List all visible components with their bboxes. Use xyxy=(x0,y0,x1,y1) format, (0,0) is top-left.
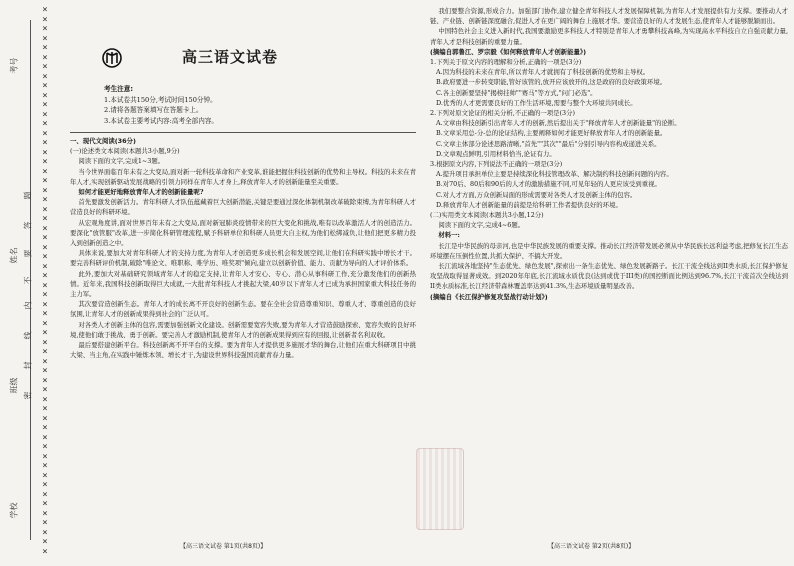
question-option: B.对70后、80后和90后的人才的激励措施不同,可见年轻的人更应该受到重视。 xyxy=(436,180,661,189)
seal-word: 内 xyxy=(23,301,33,310)
passage-paragraph: 如何才能更好地释放青年人才的创新能量呢? xyxy=(78,188,204,197)
question: 3.根据原文内容,下列说法不正确的一项是(3分) xyxy=(430,160,563,169)
cut-mark: × xyxy=(42,204,48,215)
watermark-stamp xyxy=(416,448,464,530)
passage-paragraph: 当今世界面临百年未有之大变局,面对新一轮科技革命和产业变革,谁能把握住科技创新的优势和主导权。科技的未来在青年人才,实现创新驱动发展战略的引领力同样在青年人才身上,释放青年人才的创新能量至关重要。 xyxy=(70,167,416,186)
seal-word: 线 xyxy=(23,331,33,340)
right-column xyxy=(430,6,788,302)
material-label: 材料一: xyxy=(438,231,460,240)
question-option: D.文章观点鲜明,引用材料恰当,论证有力。 xyxy=(436,149,556,158)
cut-mark: × xyxy=(42,299,48,310)
page-title: 高三语文试卷 xyxy=(182,48,279,66)
question-option: D.释放青年人才创新能量的前提是给科研工作者提供良好的环境。 xyxy=(436,200,622,209)
cut-mark: × xyxy=(42,271,48,281)
cut-mark: × xyxy=(42,451,48,462)
cut-line-xx xyxy=(38,6,52,556)
notice-title: 考生注意: xyxy=(104,85,134,93)
cut-mark: × xyxy=(42,404,48,414)
passage-paragraph: 此外,要加大对基础研究领域青年人才的稳定支持,让青年人才安心、专心、潜心从事科研工作,充分激发他们的创新热情。近年来,我国科技创新取得巨大成就,一大批青年科技人才挑起大梁,40岁以下青年人才已成为承担国家重大科技任务的主力军。 xyxy=(70,269,416,299)
label-xuexiao: 学校 xyxy=(9,502,19,519)
seal-word: 题 xyxy=(23,191,33,200)
passage-paragraph: 其次要营造创新生态。青年人才的成长离不开良好的创新生态。要在全社会营造尊重知识、尊重人才、尊重创造的良好氛围,让青年人才的创新成果得到社会的广泛认可。 xyxy=(70,300,416,319)
seal-word: 密 xyxy=(23,391,33,400)
cut-mark: × xyxy=(42,71,48,82)
label-kaohao: 考号 xyxy=(9,57,19,74)
cut-mark: × xyxy=(42,318,48,329)
cut-mark: × xyxy=(42,252,48,262)
cut-mark: × xyxy=(42,14,48,25)
cut-mark: × xyxy=(42,147,48,158)
label-banji: 班级 xyxy=(9,377,19,394)
question-option: C.对人才方面,万众创新局面的形成需要对各类人才及创新主体的包容。 xyxy=(436,190,637,199)
source-citation: (摘编自郭鲁江、罗宗毅《如何释放青年人才创新能量》) xyxy=(430,47,587,56)
page-footer: 【高三语文试卷 第2页(共8页)】 xyxy=(548,543,635,550)
cut-mark: × xyxy=(42,366,48,376)
cut-mark: × xyxy=(42,537,48,547)
cut-mark: × xyxy=(42,43,48,53)
seal-word: 要 xyxy=(23,249,33,258)
instruction: 阅读下面的文字,完成1~3题。 xyxy=(78,157,165,166)
cut-mark: × xyxy=(42,375,48,386)
cut-mark: × xyxy=(42,461,48,471)
question-option: A.提升项目承担单位主要是持续深化科技管理改革、解决制约科技创新问题的内容。 xyxy=(436,170,673,179)
cut-mark: × xyxy=(42,24,48,34)
passage-paragraph: 最后要搭建创新平台。科技创新离不开平台的支撑。要为青年人才提供更多施展才华的舞台,让他们在重大科研项目中挑大梁、当主角,在实践中锤炼本领、增长才干,为建设世界科技强国贡献青春力量。 xyxy=(70,341,416,360)
cut-mark: × xyxy=(42,328,48,338)
cut-mark: × xyxy=(42,100,48,110)
cut-mark: × xyxy=(42,290,48,300)
cut-mark: × xyxy=(42,489,48,500)
cut-mark: × xyxy=(42,128,48,139)
passage-paragraph: 首先要激发创新活力。青年科研人才队伍蕴藏着巨大创新潜能,关键是要通过深化体制机制改革破除束缚,为青年科研人才营造良好的科研环境。 xyxy=(70,198,416,217)
cut-mark: × xyxy=(42,119,48,129)
left-column xyxy=(70,6,416,360)
passage-paragraph: 从宏观角度讲,面对世界百年未有之大变局,面对新冠肺炎疫情带来的巨大变化和挑战,唯有以改革激活人才的创造活力。要深化"放管服"改革,进一步简化科研管理流程,赋予科研单位和科研人员更大自主权,为他们松绑减负,让他们把更多精力投入到创新创造之中。 xyxy=(70,218,416,248)
question-option: C.各主创新要坚持"揭榜挂帅""赛马"等方式,"问门必选"。 xyxy=(436,88,597,97)
question-option: B.文章采用总-分-总的论证结构,主要阐释如何才能更好释放青年人才的创新能量。 xyxy=(436,129,667,138)
seal-word: 封 xyxy=(23,361,33,370)
cut-mark: × xyxy=(42,470,48,481)
cut-mark: × xyxy=(42,261,48,272)
passage-paragraph: 对各类人才创新主体的包容,需要加强创新文化建设。创新需要宽容失败,要为青年人才营造鼓励探索、宽容失败的良好环境,使他们敢于挑战、勇于创新。要完善人才激励机制,使青年人才的创新成果得到应有的回报,让创新者名利双收。 xyxy=(70,320,416,339)
question-option: A.因为科技的未来在青年,所以青年人才就拥有了科技创新的优势和主导权。 xyxy=(436,68,650,77)
passage-paragraph: 我们要整合资源,形成合力。加强部门协作,建立健全青年科技人才发展保障机制,为青年人才发展提供有力支撑。要推动人才链、产业链、创新链深度融合,促进人才在更广阔的舞台上施展才华。要营造良好的人才发展生态,使青年人才能够脱颖而出。 xyxy=(430,7,788,26)
cut-mark: × xyxy=(42,423,48,433)
cut-mark: × xyxy=(42,157,48,167)
cut-mark: × xyxy=(42,138,48,148)
cut-mark: × xyxy=(42,413,48,424)
question-option: C.文章主体部分论述思路清晰,"首先""其次""最后"分别引导内容构成递进关系。 xyxy=(436,139,661,148)
question: 2.下列对原文论证的相关分析,不正确的一项是(3分) xyxy=(430,109,575,118)
cut-mark: × xyxy=(42,214,48,224)
question-option: A.文章由科技创新引出青年人才的创新,然后提出关于"释放青年人才创新能量"的论断。 xyxy=(436,119,681,128)
question-option: D.优秀的人才更需要良好的工作生活环境,需要与整个大环境共同成长。 xyxy=(436,98,637,107)
section-heading: 一、现代文阅读(36分) xyxy=(70,137,136,145)
label-xingming: 姓名 xyxy=(9,247,19,264)
cut-mark: × xyxy=(42,432,48,443)
cut-mark: × xyxy=(42,166,48,177)
notice-item: 2.请将各题答案填写在答题卡上。 xyxy=(104,106,203,114)
cut-mark: × xyxy=(42,280,48,291)
cut-mark: × xyxy=(42,480,48,490)
cut-mark: × xyxy=(42,309,48,319)
binding-strip xyxy=(0,0,60,566)
cut-mark: × xyxy=(42,356,48,367)
cut-mark: × xyxy=(42,508,48,519)
cut-mark: × xyxy=(42,195,48,205)
cut-mark: × xyxy=(42,385,48,395)
question-option: B.政府要进一步转变职能,管好该管的,放开应该放开的,这是政府的良好政策环境。 xyxy=(436,78,667,87)
cut-mark: × xyxy=(42,546,48,556)
subsection-heading: (二)实用类文本阅读(本题共3小题,12分) xyxy=(430,211,544,220)
seal-word: 答 xyxy=(23,221,33,230)
cut-mark: × xyxy=(42,33,48,44)
cut-mark: × xyxy=(42,347,48,357)
cut-mark: × xyxy=(42,242,48,253)
passage-paragraph: 长江流域各地坚持"生态优先、绿色发展",探索出一条生态优先、绿色发展新路子。长江干流全线达到II类水质,长江保护修复攻坚战取得显著成效。到2020年年底,长江流域水质优良(达到或优于III类)的国控断面比例达到96.7%,长江干流首次全线达到II类水质标准,长江经济带森林覆盖率达到41.3%,生态环境质量明显改善。 xyxy=(430,262,788,291)
cut-mark: × xyxy=(42,527,48,538)
source-citation: (摘编自《长江保护修复攻坚战行动计划》) xyxy=(430,292,548,301)
divider xyxy=(70,132,416,133)
notice-item: 3.本试卷主要考试内容:高考全部内容。 xyxy=(104,116,219,125)
cut-mark: × xyxy=(42,176,48,186)
cut-mark: × xyxy=(42,337,48,348)
cut-mark: × xyxy=(42,442,48,452)
cut-mark: × xyxy=(42,394,48,405)
cut-mark: × xyxy=(42,52,48,63)
cut-mark: × xyxy=(42,62,48,72)
publisher-logo-icon xyxy=(102,48,122,68)
exam-header xyxy=(70,6,416,84)
question: 1.下列关于原文内容的理解和分析,正确的一项是(3分) xyxy=(430,58,582,67)
cut-mark: × xyxy=(42,81,48,91)
cut-mark: × xyxy=(42,233,48,243)
notice-item: 1.本试卷共150分,考试时间150分钟。 xyxy=(104,95,217,104)
cut-mark: × xyxy=(42,499,48,509)
cut-mark: × xyxy=(42,90,48,101)
cut-mark: × xyxy=(42,518,48,528)
cut-mark: × xyxy=(42,223,48,234)
seal-word: 不 xyxy=(23,276,33,285)
notice-box xyxy=(104,84,416,126)
passage-paragraph: 中国特色社会主义进入新时代,我国要激励更多科技人才特别是青年人才勇攀科技高峰,为实现高水平科技自立自强贡献力量,青年人才是科技创新的重要力量。 xyxy=(430,27,788,46)
subsection-heading: (一)论述类文本阅读(本题共3小题,9分) xyxy=(70,147,180,156)
passage-paragraph: 长江是中华民族的母亲河,也是中华民族发展的重要支撑。推动长江经济带发展必须从中华民族长远利益考虑,把修复长江生态环境摆在压倒性位置,共抓大保护、不搞大开发。 xyxy=(430,241,788,260)
cut-mark: × xyxy=(42,109,48,120)
page-footer: 【高三语文试卷 第1页(共8页)】 xyxy=(180,543,267,550)
cut-mark: × xyxy=(42,185,48,196)
cut-mark: × xyxy=(42,6,48,15)
passage-paragraph: 具体来说,要加大对青年科研人才的支持力度,为青年人才创造更多成长机会和发展空间,让他们在科研实践中增长才干。要完善科研评价机制,破除"唯论文、唯职称、唯学历、唯奖项"倾向,建立以创新价值、能力、贡献为导向的人才评价体系。 xyxy=(70,249,416,268)
instruction: 阅读下面的文字,完成4~6题。 xyxy=(438,221,525,230)
